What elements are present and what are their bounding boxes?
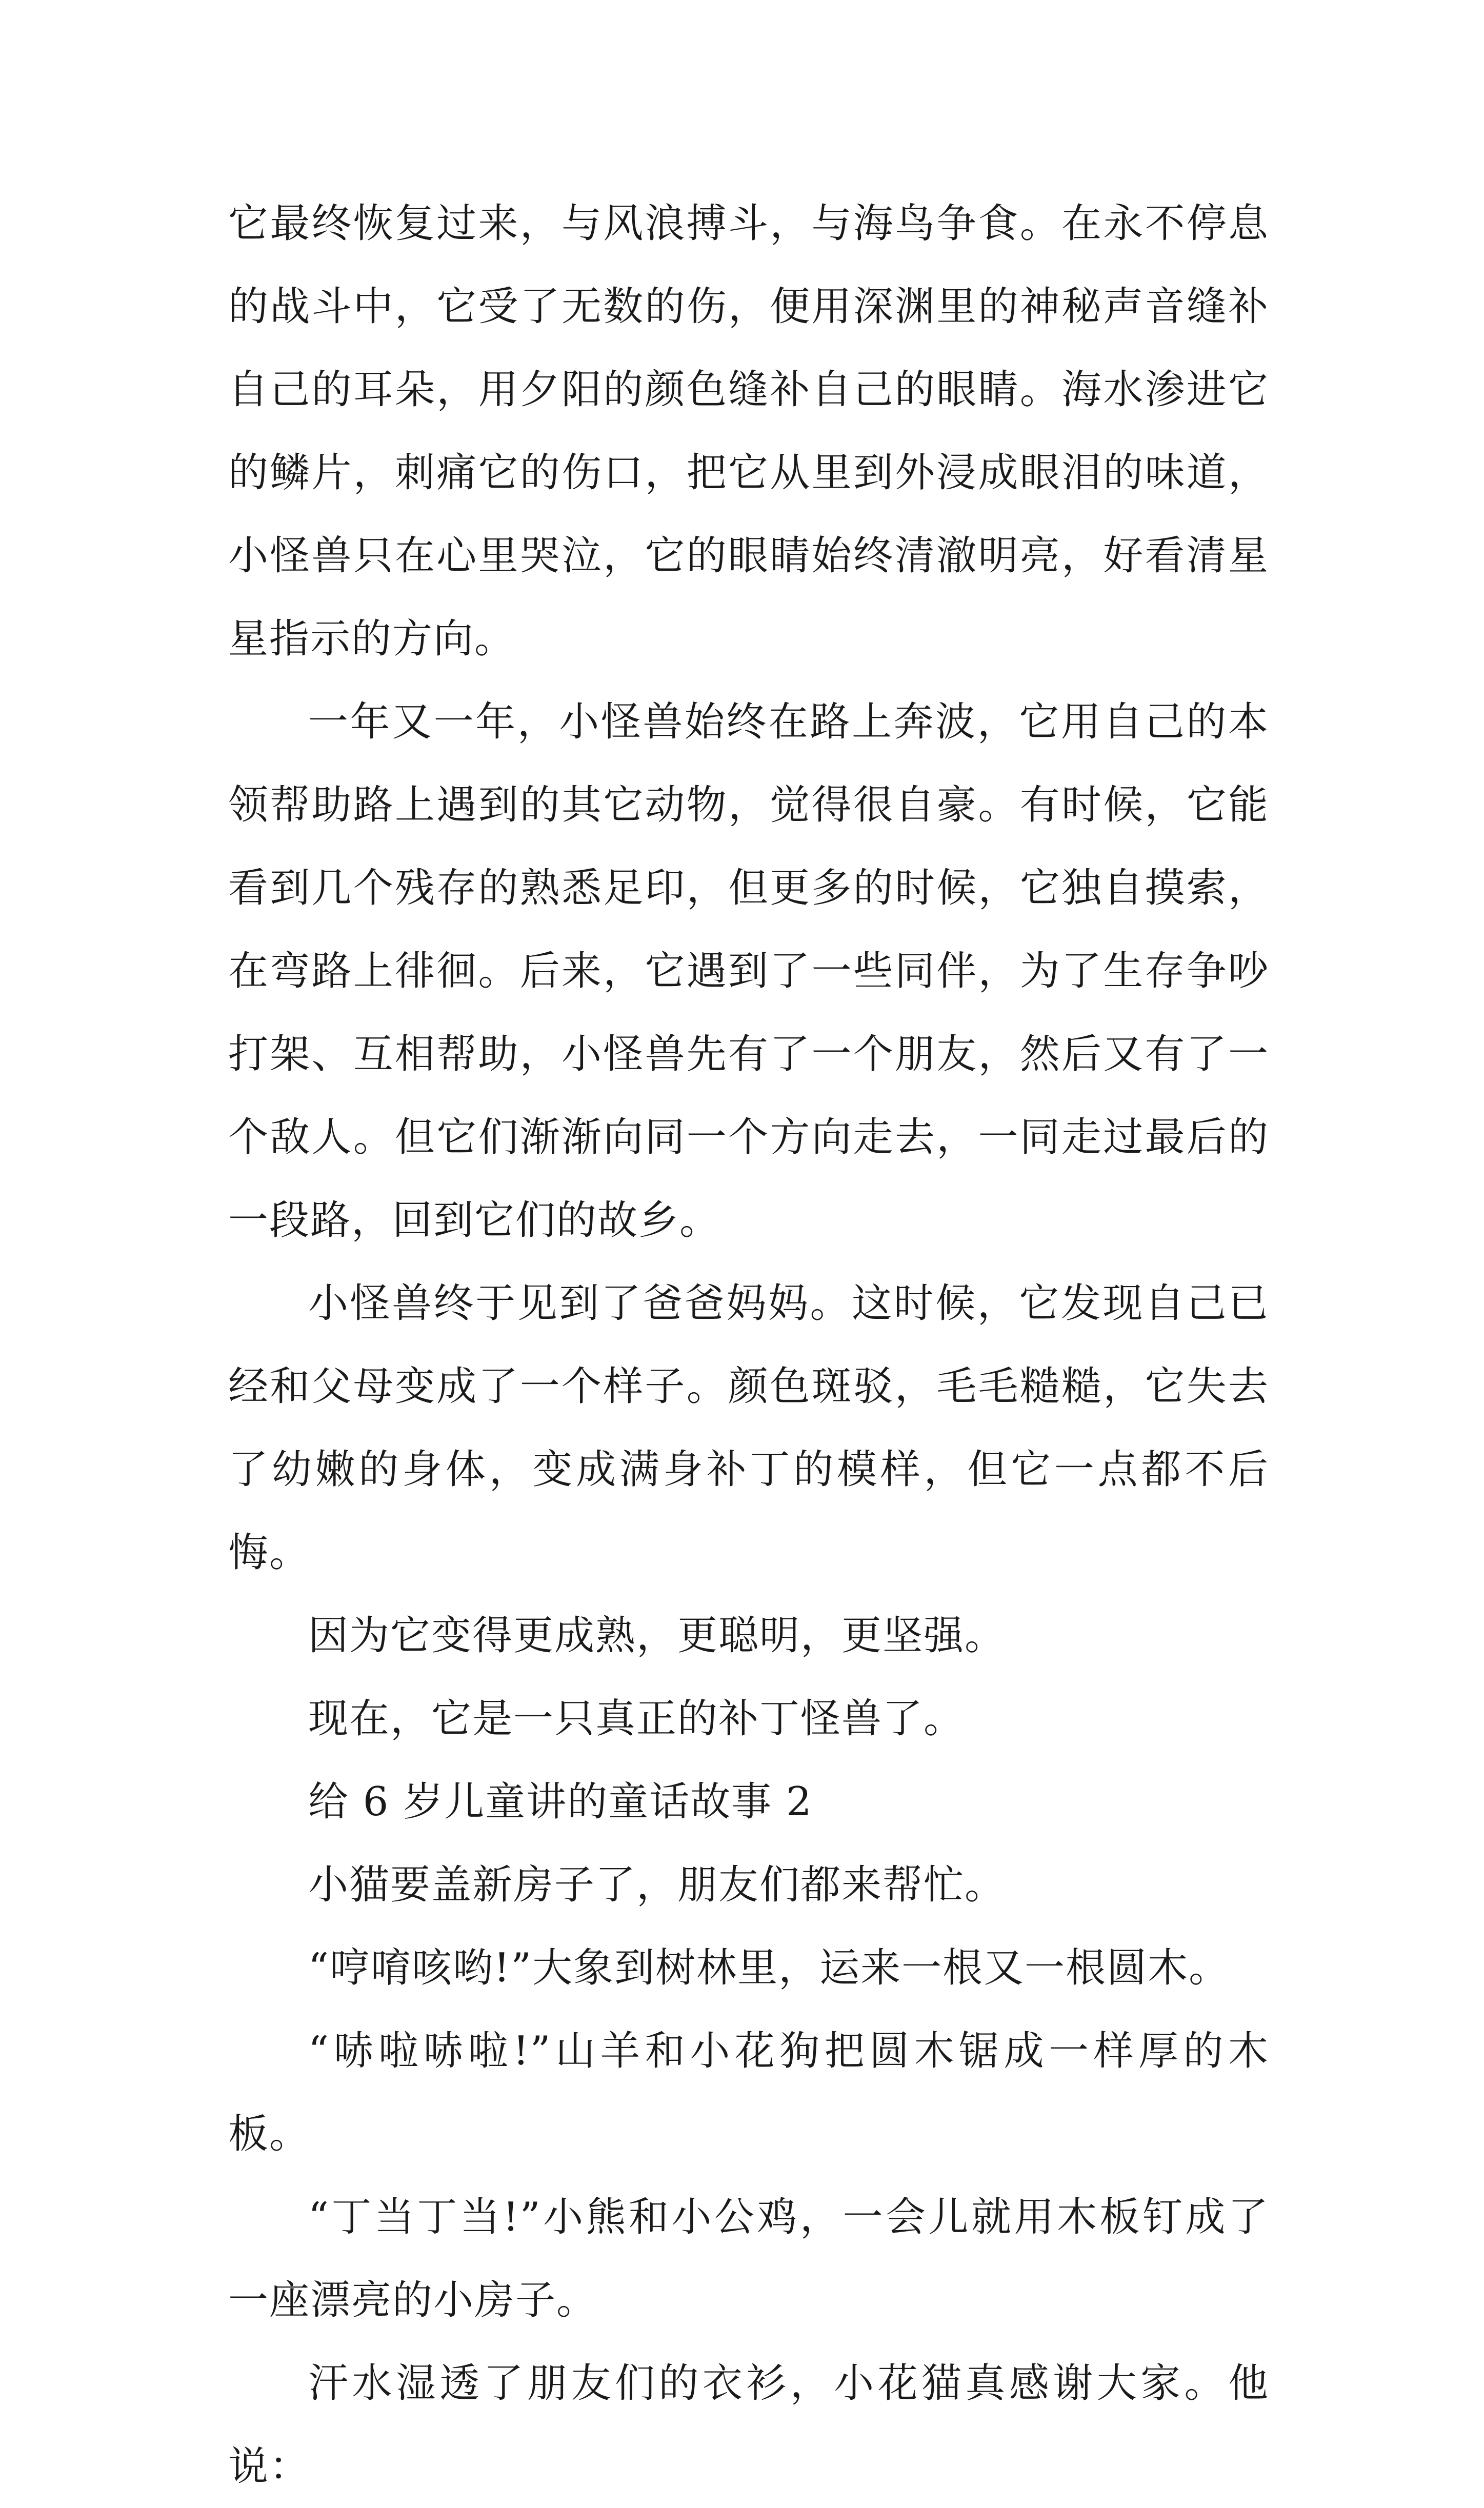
paragraph-bear-rooster-build: “丁当丁当!”小熊和小公鸡，一会儿就用木板钉成了一座漂亮的小房子。 (228, 2194, 1269, 2323)
story-text-body (228, 182, 1269, 2508)
paragraph-cat-thanks: 汗水湿透了朋友们的衣衫，小花猫真感谢大家。他说： (228, 2360, 1269, 2490)
paragraph-cat-new-house: 小猫要盖新房子了，朋友们都来帮忙。 (308, 1862, 1006, 1908)
paragraph-meets-parents: 小怪兽终于见到了爸爸妈妈。这时候，它发现自己已经和父母变成了一个样子。颜色斑驳，毛毛糙糙，它失去了幼嫩的身体，变成满身补丁的模样，但它一点都不后悔。 (228, 1280, 1269, 1576)
paragraph-more-mature: 因为它变得更成熟，更聪明，更坚强。 (308, 1613, 1006, 1659)
paragraph-journey-years: 一年又一年，小怪兽始终在路上奔波，它用自己的本领帮助路上遇到的其它动物，觉得很自豪。有时候，它能看到几个残存的熟悉足印，但更多的时候，它独自摸索，在弯路上徘徊。后来，它遇到了一些同伴，为了生存争吵打架、互相帮助，小怪兽先有了一个朋友，然后又有了一个敌人。但它们渐渐向同一个方向走去，一同走过最后的一段路，回到它们的故乡。 (228, 699, 1269, 1243)
section-heading-story-2: 给 6 岁儿童讲的童话故事 2 (308, 1779, 813, 1825)
paragraph-true-patch-monster: 现在，它是一只真正的补丁怪兽了。 (308, 1696, 965, 1742)
paragraph-elephant-logs: “哼唷咳哟!”大象到树林里，运来一根又一根圆木。 (308, 1945, 1230, 1991)
paragraph-goat-dog-saw: “哧啦哧啦!”山羊和小花狗把圆木锯成一样厚的木板。 (228, 2028, 1269, 2157)
paragraph-patch-monster-battle: 它最终恢复过来，与风浪搏斗，与海鸟争食。在永不停息的战斗中，它受了无数的伤，便用深渊里的神秘声音缝补自己的耳朵，用夕阳的颜色缝补自己的眼睛。海水渗进它的鳞片，刺痛它的伤口，把它从里到外浸成眼泪的味道，小怪兽只在心里哭泣，它的眼睛始终清澈明亮，好看清星星指示的方向。 (228, 200, 1269, 662)
